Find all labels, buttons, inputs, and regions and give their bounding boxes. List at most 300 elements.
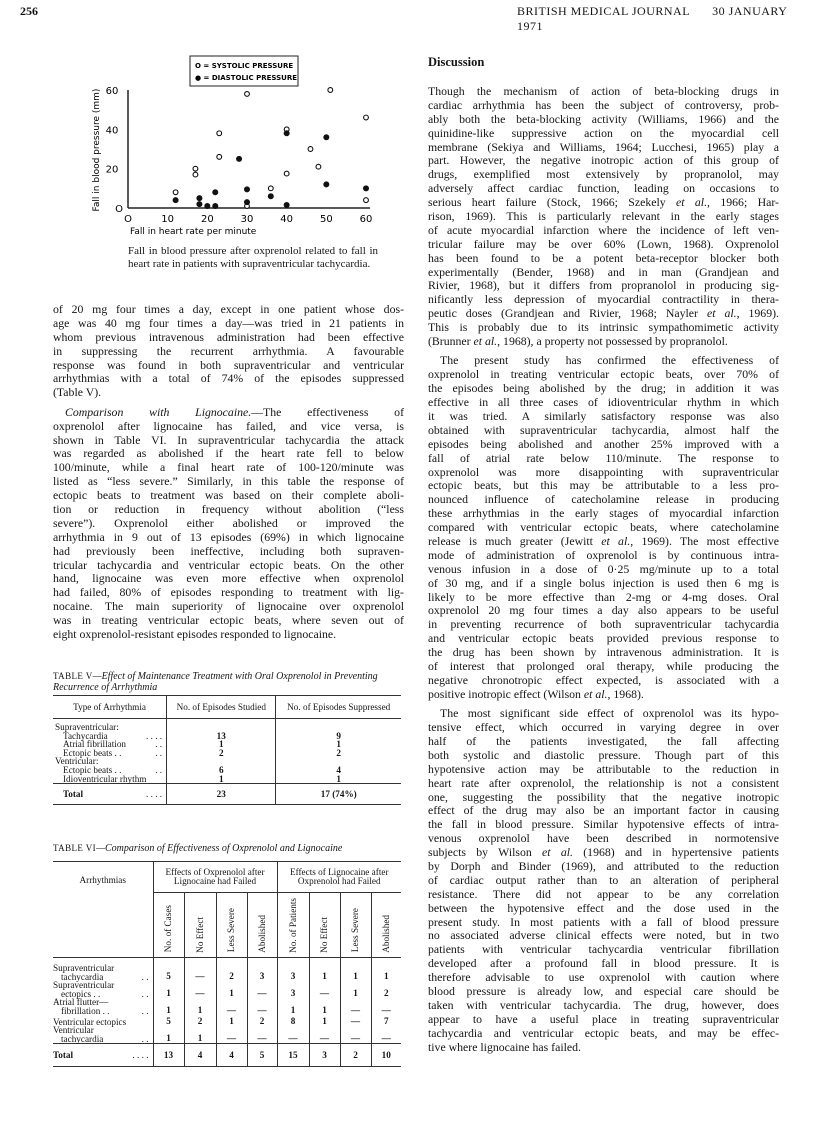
text-line: ectopic beats, but this may be attributable to a less pro-	[428, 478, 779, 493]
group-header: Effects of Lignocaine after Oxprenolol had Failed	[277, 862, 401, 893]
text-line: the episodes being abolished by the drug; in addition it was	[428, 381, 779, 396]
systolic-point	[173, 190, 178, 195]
text-line: likely to be more effective than 2-mg or 4-mg doses. Oral	[428, 589, 779, 604]
systolic-point	[217, 131, 222, 136]
italic-text: et al.	[601, 534, 631, 548]
text-line: oxprenolol was more disappointing with supraventricular	[428, 464, 779, 479]
text-line: taken with ventricular tachycardia. The drug, however, does	[428, 997, 779, 1012]
column-header-text: No Effect	[194, 916, 205, 953]
y-tick-label: 60	[105, 86, 119, 97]
episodes-suppressed: 4	[276, 766, 401, 775]
text-line: listed as “less severe.” Similarly, in this table the response of	[53, 474, 404, 489]
text-segment: , 1966; Har-	[707, 195, 779, 210]
row-label-text: Tachycardia	[63, 730, 108, 741]
text-line: therefore advisable to use oxprenolol with caution where	[428, 970, 779, 985]
text-line: rison, 1969). This is particularly relevant in the early stages	[428, 209, 779, 224]
cell-value: 1	[184, 1026, 216, 1044]
dot-leader: . .	[141, 1033, 149, 1044]
x-tick-label: 60	[359, 214, 373, 225]
row-label-line: tachycardia	[61, 1033, 104, 1044]
cell-value: —	[247, 1026, 277, 1044]
column-header-text: Less Severe	[226, 908, 236, 953]
paragraph	[53, 406, 404, 642]
header-row	[53, 696, 401, 719]
systolic-point	[217, 154, 222, 159]
text-segment: serious heart failure (Stock, 1966; Szekely	[428, 195, 677, 210]
episodes-studied: 1	[167, 740, 276, 749]
total-value: 4	[216, 1044, 247, 1067]
text-line	[428, 846, 779, 860]
cell-value: —	[247, 981, 277, 998]
text-line: This is probably due to its intrinsic sympathomimetic activity	[428, 320, 779, 335]
column-header-text: Abolished	[256, 914, 267, 953]
cell-value: 5	[153, 1016, 184, 1027]
total-row	[53, 1044, 401, 1067]
systolic-point	[308, 147, 313, 152]
row-label	[53, 1026, 153, 1044]
text-line: of acute myocardial infarction where the incidence of left ven-	[428, 222, 779, 237]
row-label-line: tachycardia	[61, 971, 104, 982]
text-line: present study. In most patients with a fall of blood pressure	[428, 914, 779, 929]
text-line: had failed, 80% of episodes responding to treatment with lig-	[53, 585, 404, 600]
text-segment: (1968) and in hypertensive patients	[572, 845, 779, 860]
systolic-point	[364, 198, 369, 203]
total-value: 2	[340, 1044, 371, 1067]
text-line: developed after a profound fall in blood pressure. It is	[428, 956, 779, 971]
systolic-point	[284, 171, 289, 176]
text-line: effective in all three cases of idioventricular rhythm in which	[428, 395, 779, 410]
text-line: no associated adverse clinical effects were noted, but in two	[428, 928, 779, 943]
cell-value: 1	[309, 1016, 340, 1027]
text-line: patients with ventricular tachycardia ventricular fibrillation	[428, 942, 779, 957]
paragraph	[428, 354, 779, 701]
text-line: Though the mechanism of action of beta-blocking drugs in	[428, 84, 779, 98]
cell-value: 1	[309, 998, 340, 1015]
text-line: part. However, the negative inotropic action of this group of	[428, 153, 779, 168]
row-label	[53, 719, 167, 732]
diastolic-point	[284, 202, 289, 207]
right-column-text	[428, 85, 779, 1060]
issue-date: 30 JANUARY 1971	[517, 4, 787, 33]
page-number: 256	[20, 4, 38, 18]
systolic-point	[268, 186, 273, 191]
cell-value: —	[184, 981, 216, 998]
text-segment: —The effectiveness of	[251, 404, 404, 419]
diastolic-point	[324, 135, 329, 140]
cell-value: —	[184, 958, 216, 982]
dot-leader: . .	[141, 971, 149, 982]
text-line	[428, 688, 779, 702]
text-segment: subjects by Wilson	[428, 845, 543, 860]
table-row	[53, 749, 401, 758]
text-line: blood pressure is already low, and especial care should be	[428, 984, 779, 998]
cell-value: —	[371, 998, 401, 1015]
text-line: in preventing recurrence of both supraventricular tachycardia	[428, 617, 779, 632]
table-row	[53, 719, 401, 732]
diastolic-point	[213, 203, 218, 208]
text-segment: release is much greater (Jewitt	[428, 534, 602, 548]
cell-value: 2	[216, 958, 247, 982]
text-line: heart rate after oxprenolol, the relationship is not a consistent	[428, 775, 779, 790]
text-line: nounced influence of catecholamine release in producing	[428, 492, 779, 507]
text-line	[428, 307, 779, 321]
episodes-suppressed: 1	[276, 740, 401, 749]
row-label-text: Supraventricular:	[55, 722, 119, 732]
table5-title: —Effect of Maintenance Treatment with Oral Oxprenolol in Preventing Recurrence of Arrhythmia	[53, 671, 378, 693]
text-segment: , 1969). The most effective	[630, 534, 779, 548]
text-line: severe”). Oxprenolol either abolished or improved the	[53, 515, 404, 530]
text-line: by Dorph and Binder (1969), and attributed to the reduction	[428, 858, 779, 873]
table-row	[53, 998, 401, 1015]
italic-text: Comparison with Lignocaine.	[65, 404, 252, 419]
paragraph	[428, 707, 779, 1054]
text-line: cardiac arrhythmia has been the subject of controversy, prob-	[428, 97, 779, 112]
y-tick-label: 40	[105, 125, 119, 137]
text-line: shown in Table VI. In supraventricular tachycardia the attack	[53, 432, 404, 447]
cell-value: 2	[247, 1016, 277, 1027]
column-header	[371, 893, 401, 958]
table5-label: TABLE V	[53, 671, 93, 681]
text-line: ably both the beta-blocking activity (Williams, 1966) and the	[428, 111, 779, 126]
text-segment: (Brunner	[428, 334, 474, 349]
text-line: tive where lignocaine has failed.	[428, 1039, 581, 1054]
text-line: of cardiac output rather than to an alteration of peripheral	[428, 872, 779, 887]
left-column-text	[53, 303, 404, 647]
diastolic-point	[244, 187, 249, 192]
text-segment: peutic doses (Grandjean and Rivier, 1968; Nayler	[428, 306, 707, 321]
text-line: obtained with supraventricular tachycardia, almost half the	[428, 422, 779, 437]
italic-text: et al.	[542, 845, 573, 860]
episodes-studied: 6	[167, 766, 276, 775]
diastolic-point	[197, 195, 202, 200]
row-label-line: Ventricular ectopics	[53, 1016, 127, 1027]
episodes-suppressed: 1	[276, 775, 401, 784]
systolic-point	[364, 115, 369, 120]
table-row	[53, 958, 401, 982]
column-header	[153, 893, 184, 958]
dot-leader: . .	[141, 988, 149, 999]
column-header	[340, 893, 371, 958]
text-line: of 20 mg four times a day, except in one patient whose dos-	[53, 302, 404, 316]
text-line: tensive effect, which occurred in varying degree in over	[428, 720, 779, 735]
table6-caption	[53, 843, 401, 854]
diastolic-point	[363, 186, 368, 191]
text-line: the fall in blood pressure. Similar hypotensive effects of intra-	[428, 817, 779, 832]
row-header: Arrhythmias	[53, 862, 153, 958]
text-line: arrhythmias with a total of 74% of the episodes suppressed	[53, 371, 404, 386]
text-line: adversely affect cardiac function, leading on occasions to	[428, 181, 779, 196]
row-label-line: Atrial flutter—	[53, 997, 109, 1008]
text-line: experimentally (Bender, 1968) and in man (Grandjean and	[428, 264, 779, 279]
italic-text: et al.	[583, 686, 608, 701]
text-line: appear to have a useful place in treating supraventricular	[428, 1011, 779, 1026]
column-header: No. of Episodes Suppressed	[276, 696, 401, 719]
text-line: compared with ventricular ectopic beats, where catecholamine	[428, 520, 779, 535]
column-header	[184, 893, 216, 958]
dot-leader: . . . .	[146, 788, 163, 799]
total-value: 10	[371, 1044, 401, 1067]
cell-value: 1	[340, 958, 371, 982]
total-value: 13	[153, 1044, 184, 1067]
dot-leader: . .	[155, 764, 163, 775]
diastolic-point	[244, 199, 249, 204]
text-line: half of the patients investigated, the fall affecting	[428, 733, 779, 748]
total-label: Total	[53, 1050, 74, 1061]
systolic-point	[245, 92, 250, 97]
text-segment: positive inotropic effect (Wilson	[428, 686, 584, 701]
text-line: eight oxprenolol-resistant episodes responded to lignocaine.	[53, 626, 337, 641]
total-row	[53, 784, 401, 805]
dot-leader: . .	[155, 739, 163, 750]
text-line: episodes being abolished and another 25% improved with a	[428, 436, 779, 451]
text-line: The most significant side effect of oxprenolol was its hypo-	[440, 706, 779, 721]
cell-value: —	[277, 1026, 309, 1044]
text-line: these arrhythmias in the early stages of myocardial infarction	[428, 506, 779, 521]
table-row	[53, 981, 401, 998]
text-line: oxprenolol in treating ventricular ectopic beats, over 70% of	[428, 367, 779, 382]
text-line: tion or reduction in frequency without abolition (“less	[53, 501, 404, 516]
cell-value: 3	[247, 958, 277, 982]
text-line	[428, 196, 779, 210]
dot-leader: . .	[141, 1005, 149, 1016]
systolic-point	[316, 164, 321, 169]
cell-value: 1	[309, 958, 340, 982]
text-line: one, suggesting the possibility that the negative inotropic	[428, 789, 779, 804]
diastolic-point	[205, 203, 210, 208]
episodes-suppressed	[276, 719, 401, 732]
text-line: has been found to be a potent beta-receptor blocker both	[428, 250, 779, 265]
text-line: of 30 mg, and if a single bolus injection is used then 6 mg is	[428, 575, 779, 590]
cell-value: 7	[371, 1016, 401, 1027]
episodes-studied: 1	[167, 775, 276, 784]
row-label-line: Supraventricular	[53, 963, 115, 973]
dot-leader: . .	[155, 747, 163, 758]
text-line: membrane (Sekiya and Williams, 1964; Lucchesi, 1965) play a	[428, 139, 779, 154]
text-line: venous infusion in a dose of 0·25 mg/minute up to a total	[428, 561, 779, 576]
text-line: The present study has confirmed the effectiveness of	[440, 353, 779, 368]
text-line: (Table V).	[53, 385, 102, 400]
x-tick-label: 20	[200, 214, 214, 225]
x-tick-label: 10	[161, 214, 175, 225]
text-line: ectopic beats to treatment was based on their complete aboli-	[53, 488, 404, 503]
row-label-text: Ectopic beats . .	[63, 747, 122, 758]
episodes-suppressed: 2	[276, 749, 401, 758]
column-header	[309, 893, 340, 958]
table6	[53, 861, 401, 1067]
text-line: nocaine. The main superiority of lignocaine over oxprenolol	[53, 599, 404, 614]
cell-value: —	[216, 998, 247, 1015]
cell-value: 8	[277, 1016, 309, 1027]
text-line: hand, lignocaine was even more effective when oxprenolol	[53, 571, 404, 586]
diastolic-point	[173, 197, 178, 202]
text-line: resistance. There did not appear to be any correlation	[428, 886, 779, 901]
text-line: arrhythmia in 9 out of 13 episodes (69%) in which lignocaine	[53, 529, 404, 544]
cell-value: —	[340, 998, 371, 1015]
cell-value: 1	[184, 998, 216, 1015]
cell-value: 1	[153, 1026, 184, 1044]
total-label: Total	[63, 788, 84, 799]
column-header-text: No Effect	[319, 916, 329, 953]
text-line: quinidine-like suppressive action on the myocardial cell	[428, 125, 779, 140]
episodes-studied: 2	[167, 749, 276, 758]
row-label	[53, 1044, 153, 1067]
cell-value: 1	[216, 981, 247, 998]
text-line: tricular failure may be over 60% (Lown, 1968). Oxprenolol	[428, 236, 779, 251]
systolic-point	[328, 88, 333, 93]
table-row	[53, 775, 401, 784]
table-row	[53, 1016, 401, 1027]
cell-value: —	[216, 1026, 247, 1044]
column-header: Type of Arrhythmia	[53, 696, 167, 719]
text-line: was in treating ventricular ectopic beats, where seven out of	[53, 613, 404, 628]
diastolic-point	[324, 182, 329, 187]
text-line: effect of the drug may also be an important factor in causing	[428, 803, 779, 818]
text-line	[428, 535, 779, 549]
diastolic-point	[284, 131, 289, 136]
legend-diastolic: ● = DIASTOLIC PRESSURE	[195, 74, 298, 82]
text-line: oxprenolol after lignocaine has failed, and vice versa, is	[53, 418, 404, 433]
row-label	[53, 784, 167, 805]
cell-value: —	[371, 1026, 401, 1044]
text-line: oxprenolol 20 mg four times a day also appears to be useful	[428, 603, 779, 618]
text-line: the drug has been shown by intravenous administration. It is	[428, 645, 779, 660]
text-line: in suppressing the recurrent arrhythmia. A favourable	[53, 343, 404, 358]
episodes-suppressed: 9	[276, 732, 401, 741]
x-axis-label: Fall in heart rate per minute	[130, 227, 257, 237]
column-header	[216, 893, 247, 958]
group-header: Effects of Oxprenolol after Lignocaine had Failed	[153, 862, 277, 893]
text-line: of interest that prolonged oral therapy, while producing the	[428, 659, 779, 674]
text-line: age was 40 mg four times a day—was tried in 21 patients in	[53, 315, 404, 330]
row-label	[53, 775, 167, 784]
total-studied: 23	[167, 784, 276, 805]
text-line: Rivier, 1968), but it differs from propranolol in producing sig-	[428, 278, 779, 293]
group-header-row	[53, 862, 401, 893]
cell-value: 1	[153, 981, 184, 998]
cell-value: —	[247, 998, 277, 1015]
x-tick-label: 40	[280, 214, 294, 225]
table-row	[53, 1026, 401, 1044]
cell-value: 2	[184, 1016, 216, 1027]
row-label	[53, 981, 153, 998]
total-value: 3	[309, 1044, 340, 1067]
text-line: response was found in both supraventricular and ventricular	[53, 357, 404, 372]
table5	[53, 695, 401, 805]
cell-value: 1	[216, 1016, 247, 1027]
episodes-studied	[167, 719, 276, 732]
row-label-line: Supraventricular	[53, 980, 115, 991]
text-line: tricular tachycardia and ventricular ectopic beats. On the other	[53, 557, 404, 572]
text-line: drugs, exemplified most extensively by propranolol, may	[428, 167, 779, 182]
column-header	[247, 893, 277, 958]
diastolic-point	[268, 194, 273, 199]
row-label-text: Ectopic beats . .	[63, 764, 122, 775]
text-line: 100/minute, while a final heart rate of 100-120/minute was	[53, 460, 404, 475]
cell-value: —	[340, 1016, 371, 1027]
episodes-studied: 13	[167, 732, 276, 741]
text-line: negative chronotropic effect expected, is associated with a	[428, 672, 779, 687]
column-header-text: Less Severe	[350, 908, 360, 953]
section-heading: Discussion	[428, 55, 485, 69]
x-tick-label: 50	[319, 214, 333, 225]
italic-text: et al.	[473, 334, 498, 349]
row-label-text: Atrial fibrillation	[63, 739, 127, 750]
y-tick-label: O	[115, 204, 123, 215]
systolic-point	[193, 166, 198, 171]
text-line: hypotensive action may be attributable to the reduction in	[428, 761, 779, 776]
row-label-line: ectopics . .	[61, 988, 101, 999]
row-label-text: Ventricular:	[55, 756, 99, 767]
text-segment: , 1968), a property not possessed by propranolol.	[497, 334, 728, 349]
text-line: was regarded as abolished if the heart rate fell to below	[53, 446, 404, 461]
paragraph	[53, 303, 404, 400]
row-label	[53, 998, 153, 1015]
cell-value: 1	[371, 958, 401, 982]
legend-systolic: O = SYSTOLIC PRESSURE	[195, 62, 294, 70]
table6-title: —Comparison of Effectiveness of Oxprenolol and Lignocaine	[96, 843, 343, 854]
x-tick-label: 30	[240, 214, 254, 225]
cell-value: 5	[153, 958, 184, 982]
cell-value: —	[309, 981, 340, 998]
text-segment: , 1968).	[607, 686, 644, 701]
cell-value: 2	[371, 981, 401, 998]
systolic-point	[193, 172, 198, 177]
diastolic-point	[213, 190, 218, 195]
x-tick-label: O	[124, 214, 132, 225]
total-value: 5	[247, 1044, 277, 1067]
column-header	[277, 893, 309, 958]
cell-value: —	[309, 1026, 340, 1044]
text-line: both systolic and diastolic pressure. Though part of this	[428, 747, 779, 762]
text-line: between the hypotensive effect and the dose used in the	[428, 900, 779, 915]
paragraph	[428, 85, 779, 349]
cell-value: 1	[340, 981, 371, 998]
table6-label: TABLE VI	[53, 843, 97, 853]
text-line: mode of administration of oxprenolol is by continuous intra-	[428, 547, 779, 562]
text-line: fall of atrial rate below 110/minute. The response to	[428, 450, 779, 465]
text-segment: , 1969).	[736, 306, 779, 321]
cell-value: 3	[277, 981, 309, 998]
diastolic-point	[197, 201, 202, 206]
column-header-text: No. of Cases	[163, 905, 173, 953]
row-label	[53, 958, 153, 982]
total-value: 4	[184, 1044, 216, 1067]
column-header-text: Abolished	[380, 914, 391, 953]
italic-text: et al.	[676, 195, 708, 210]
italic-text: et al.	[706, 306, 737, 321]
y-axis-label: Fall in blood pressure (mm)	[92, 88, 102, 212]
text-line: whom previous intravenous administration had been effective	[53, 329, 404, 344]
column-header: No. of Episodes Studied	[167, 696, 276, 719]
text-line	[428, 335, 779, 349]
text-line: had previously been ineffective, including both supraven-	[53, 543, 404, 558]
cell-value: 1	[277, 998, 309, 1015]
y-tick-label: 20	[105, 164, 119, 176]
text-line: venous oxprenolol have been described in normotensive	[428, 831, 779, 846]
table5-caption	[53, 671, 401, 693]
cell-value: —	[340, 1026, 371, 1044]
text-line: and ventricular ectopic beats provided previous response to	[428, 631, 779, 646]
dot-leader: . . . .	[132, 1050, 149, 1061]
text-line: tachycardia and ventricular ectopic beats, and may be effec-	[428, 1025, 779, 1040]
total-suppressed: 17 (74%)	[276, 784, 401, 805]
column-header-text: No. of Patients	[287, 897, 298, 953]
cell-value: 1	[153, 998, 184, 1015]
diastolic-point	[236, 156, 241, 161]
row-label-line: fibrillation . .	[61, 1005, 110, 1016]
text-line: it was tried. A similarly satisfactory response was also	[428, 408, 779, 423]
text-line	[53, 406, 404, 420]
